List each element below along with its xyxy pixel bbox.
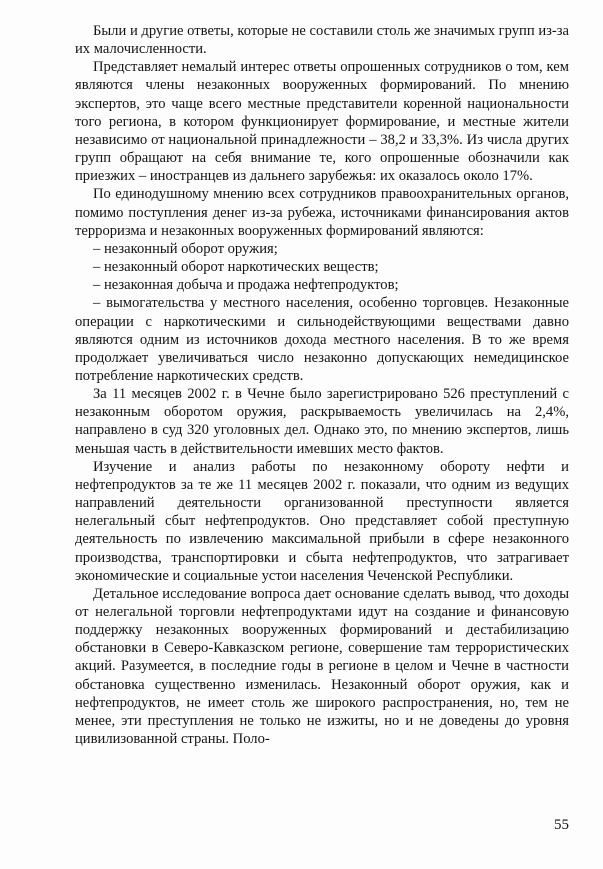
list-item-4: – вымогательства у местного населения, особенно торговцев. Незаконные операции с наркотическими и сильнодействующими веществами давно являются одним из источников дохода местного населения. В то же время продолжает увеличиваться число незаконно допускающих немедицинское потребление наркотических средств. bbox=[75, 295, 569, 384]
list-item-1: – незаконный оборот оружия; bbox=[93, 240, 278, 257]
paragraph-3: По единодушному мнению всех сотрудников правоохранительных органов, помимо поступления денег из-за рубежа, источниками финансирования актов терроризма и незаконных вооруженных формирований являются: bbox=[75, 186, 569, 239]
paragraph-2: Представляет немалый интерес ответы опрошенных сотрудников о том, кем являются члены незаконных вооруженных формирований. По мнению экспертов, это чаще всего местные представители коренной национальности того региона, в котором функционирует формирование, и местные жители независимо от национальной принадлежности – 38,2 и 33,3%. Из числа других групп обращают на себя внимание те, кого опрошенные обозначили как приезжих – иностранцев из дальнего зарубежья: их оказалось около 17%. bbox=[75, 59, 569, 185]
list-item-3: – незаконная добыча и продажа нефтепродуктов; bbox=[93, 277, 399, 294]
page-number: 55 bbox=[554, 817, 569, 833]
paragraph-5: Изучение и анализ работы по незаконному обороту нефти и нефтепродуктов за те же 11 месяцев 2002 г. показали, что одним из ведущих направлений деятельности организованной преступности является нелегальный сбыт нефтепродуктов. Оно представляет собой преступную деятельность по извлечению максимальной прибыли в сфере незаконного производства, транспортировки и сбыта нефтепродуктов, что затрагивает экономические и социальные устои населения Чеченской Республики. bbox=[75, 458, 569, 584]
paragraph-1: Были и другие ответы, которые не составили столь же значимых групп из-за их малочисленности. bbox=[75, 23, 569, 58]
paragraph-6: Детальное исследование вопроса дает основание сделать вывод, что доходы от нелегальной торговли нефтепродуктами идут на создание и финансовую поддержку незаконных вооруженных формирований и дестабилизацию обстановки в Северо-Кавказском регионе, совершение там террористических акций. Разумеется, в последние годы в регионе в целом и Чечне в частности обстановка существенно изменилась. Незаконный оборот оружия, как и нефтепродуктов, не имеет столь же широкого распространения, но, тем не менее, эти преступления не только не изжиты, но и не доведены до уровня цивилизованной страны. Поло- bbox=[75, 585, 569, 748]
list-item-2: – незаконный оборот наркотических веществ; bbox=[93, 259, 379, 276]
body-text bbox=[75, 22, 569, 748]
paragraph-4: За 11 месяцев 2002 г. в Чечне было зарегистрировано 526 преступлений с незаконным оборотом оружия, раскрываемость увеличилась на 2,4%, направлено в суд 320 уголовных дел. Однако это, по мнению экспертов, лишь меньшая часть в действительности имевших место фактов. bbox=[75, 386, 569, 457]
